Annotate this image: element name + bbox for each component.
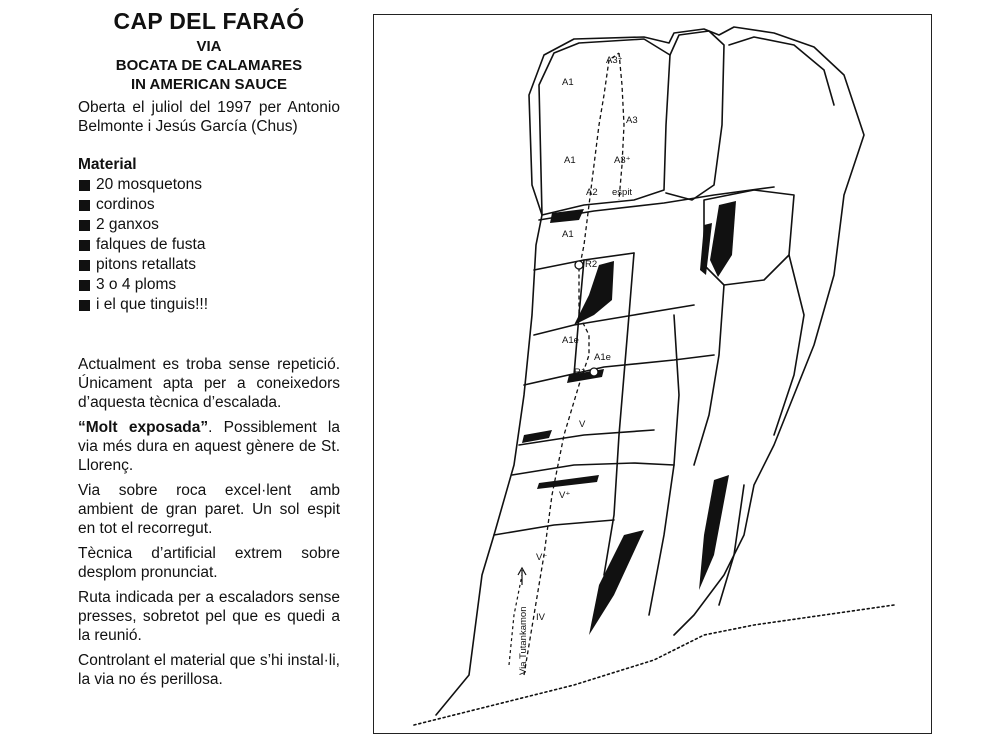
belay-label: R2 [585,259,598,270]
list-item: 2 ganxos [78,215,340,235]
grade-label: A3⁺ [614,155,631,166]
bullet-square-icon [79,200,90,211]
bullet-square-icon [79,300,90,311]
climbing-topo-illustration [374,15,930,732]
opening-info: Oberta el juliol del 1997 per Antonio Belmonte i Jesús García (Chus) [78,99,340,135]
list-item: falques de fusta [78,235,340,255]
grade-label: A1 [564,155,576,166]
ledge [534,305,694,335]
grade-label: A1e [594,352,611,363]
subtitle-line-1: VIA [196,38,222,55]
note-paragraph: “Molt exposada”. Possiblement la via més dura en aquest gènere de St. Llorenç. [78,419,340,474]
ledge [524,355,714,385]
grade-label: A3 [626,115,638,126]
note-paragraph: Actualment es troba sense repetició. Únicament apta per a coneixedors d’aquesta tècnica d’escalada. [78,356,340,411]
bullet-square-icon [79,260,90,271]
bolt-label: espit [612,187,633,198]
list-item: pitons retallats [78,255,340,275]
note-paragraph: Tècnica d’artificial extrem sobre desplom pronunciat. [78,545,340,581]
bullet-square-icon [79,220,90,231]
list-item: cordinos [78,195,340,215]
crack-shadow [537,475,599,489]
grade-label: A3⁺ [606,55,623,66]
subtitle-line-3: IN AMERICAN SAUCE [130,76,288,93]
grade-label: V⁺ [559,490,571,501]
ledge [494,520,614,535]
top-block-right [666,31,724,200]
crack-shadow [700,223,712,275]
route-name-label: Via Tutankamon [518,606,529,675]
note-paragraph: Controlant el material que s’hi instal·li, la via no és perillosa. [78,652,340,688]
note-paragraph: Ruta indicada per a escaladors sense presses, sobretot pel que es quedi a la reunió. [78,589,340,644]
list-item: 20 mosquetons [78,175,340,195]
grade-label: A1e [562,335,579,346]
belay-station-r2 [575,261,583,269]
grade-label: V [579,419,586,430]
grade-label: A1 [562,77,574,88]
top-block-left [539,39,670,215]
belay-station-r1 [590,368,598,376]
note-paragraph: Via sobre roca excel·lent amb ambient de gran paret. Un sol espit en tot el recorregut. [78,482,340,537]
route-line-top [619,53,624,200]
belay-label: R1 [574,367,587,378]
bullet-square-icon [79,180,90,191]
grade-label: A2 [586,187,598,198]
page-title: CAP DEL FARAÓ [113,8,305,34]
route-notes [78,355,340,689]
crack-shadow [589,530,644,635]
note-emphasis: “Molt exposada” [78,419,209,436]
material-list [78,175,340,315]
grade-label: A1 [562,229,574,240]
ledge [512,463,674,475]
subtitle-line-2: BOCATA DE CALAMARES [115,57,303,74]
grade-label: V⁻ [536,552,548,563]
route-description [78,8,340,689]
bullet-square-icon [79,240,90,251]
topo-drawing-frame [373,14,932,734]
bullet-square-icon [79,280,90,291]
grade-label: IV [536,612,545,623]
material-heading: Material [78,156,137,173]
crack-shadow [574,261,614,325]
list-item: 3 o 4 ploms [78,275,340,295]
list-item: i el que tinguis!!! [78,295,340,315]
crack-shadow [710,201,736,277]
ground-scree [414,605,894,725]
arrow-up-icon [518,568,526,585]
